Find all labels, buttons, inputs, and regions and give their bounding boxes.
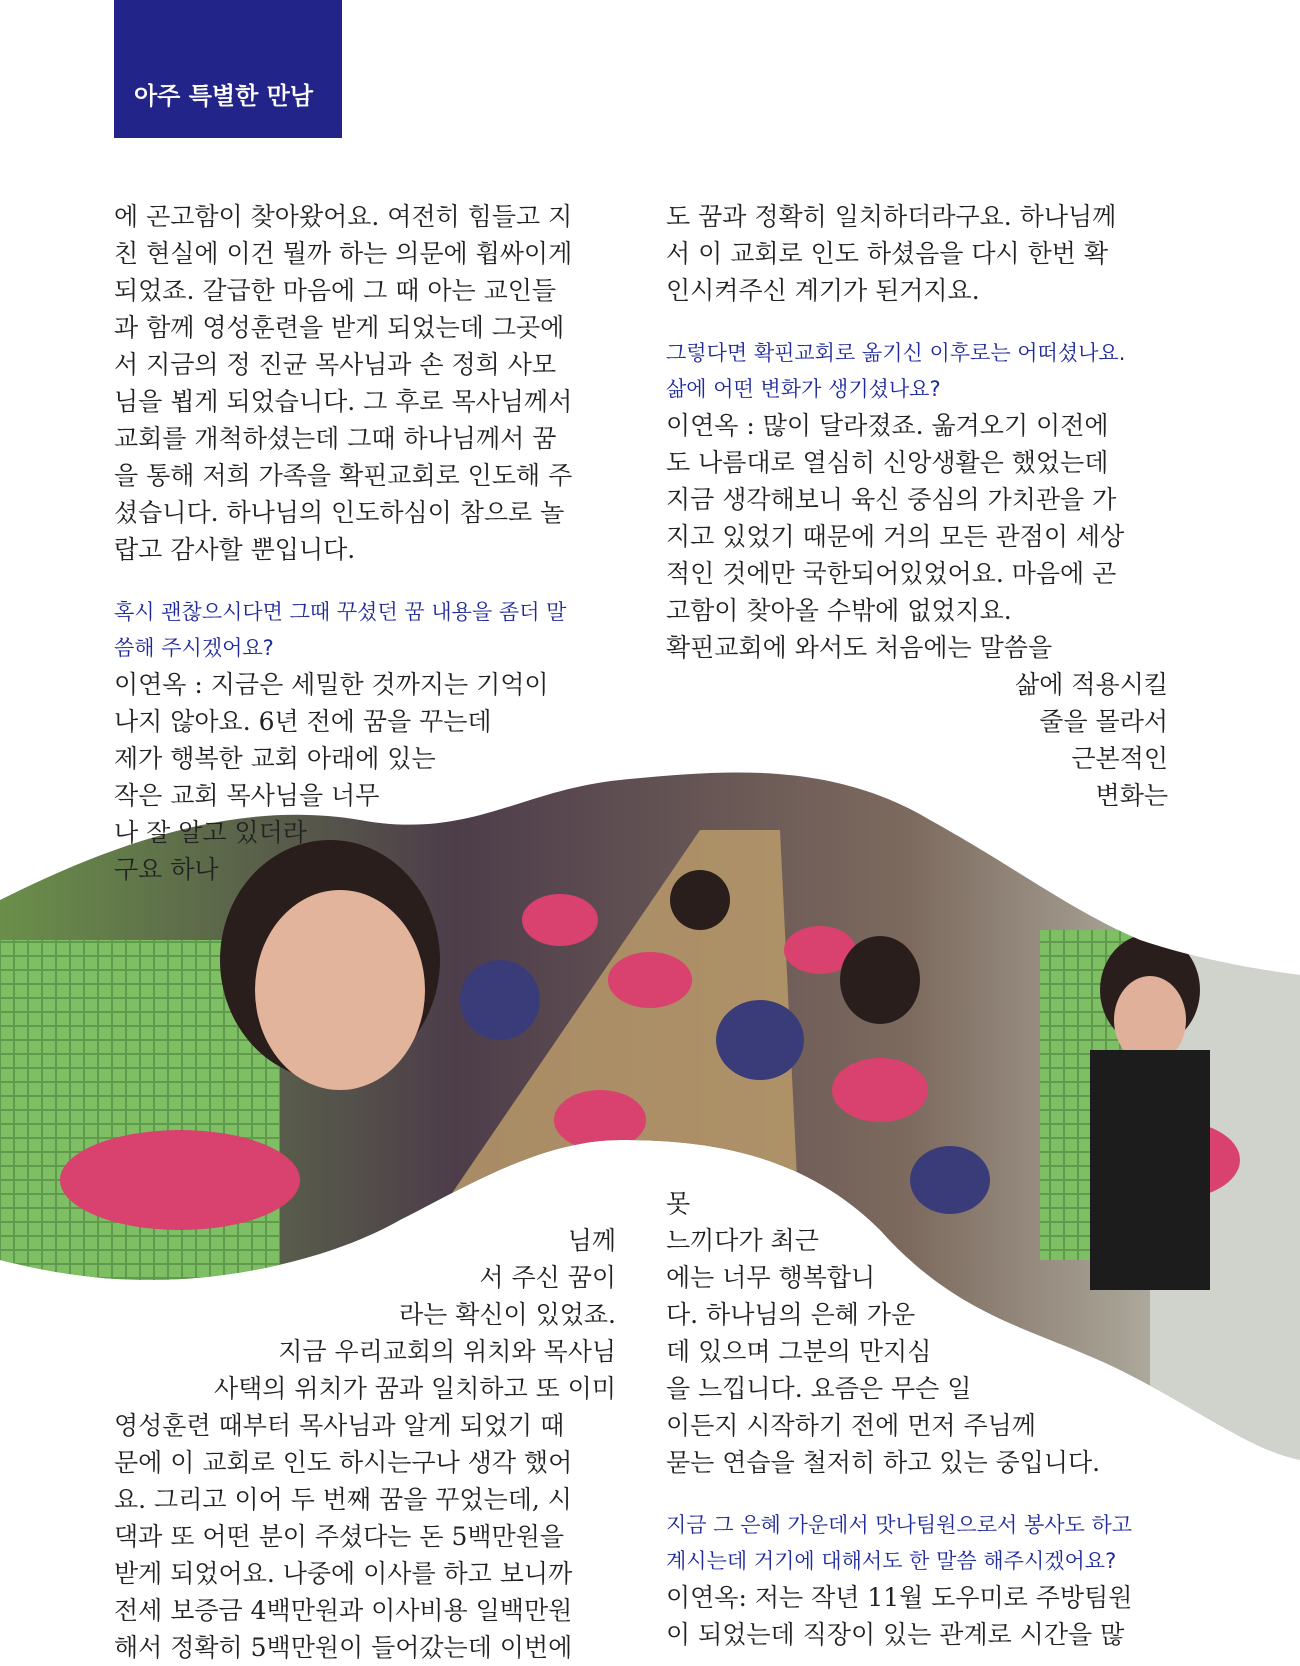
body-text-line: 에 곤고함이 찾아왔어요. 여전히 힘들고 지	[114, 202, 573, 231]
wrapped-text-line: 못	[666, 1189, 691, 1218]
answer-text-line: 적인 것에만 국한되어있었어요. 마음에 곤	[666, 559, 1117, 588]
answer-text-line: 이연옥 : 지금은 세밀한 것까지는 기억이	[114, 670, 549, 699]
body-text-line: 전세 보증금 4백만원과 이사비용 일백만원	[114, 1596, 573, 1625]
wrapped-text-line: 다. 하나님의 은혜 가운	[666, 1300, 916, 1329]
body-text-line: 인시켜주신 계기가 된거지요.	[666, 276, 980, 305]
body-text-line: 셨습니다. 하나님의 인도하심이 참으로 놀	[114, 498, 565, 527]
wrapped-text-line: 데 있으며 그분의 만지심	[666, 1337, 932, 1366]
wrapped-text-line: 서 주신 꿈이	[479, 1263, 616, 1292]
answer-text-line: 구요 하나	[114, 855, 219, 884]
left-column-bottom	[114, 1222, 616, 1666]
wrapped-text-line: 에는 너무 행복합니	[666, 1263, 876, 1292]
body-text-line: 이든지 시작하기 전에 먼저 주님께	[666, 1411, 1036, 1440]
answer-text-line: 이연옥: 저는 작년 11월 도우미로 주방팀원	[666, 1583, 1133, 1612]
body-text-line: 묻는 연습을 철저히 하고 있는 중입니다.	[666, 1448, 1101, 1477]
interview-question: 삶에 어떤 변화가 생기셨나요?	[666, 377, 941, 401]
answer-text-line: 고함이 찾아올 수밖에 없었지요.	[666, 596, 1012, 625]
interview-question: 씀해 주시겠어요?	[114, 636, 274, 660]
wrapped-text-line: 라는 확신이 있었죠.	[398, 1300, 616, 1329]
answer-text-line: 도 나름대로 열심히 신앙생활은 했었는데	[666, 448, 1109, 477]
body-text-line: 교회를 개척하셨는데 그때 하나님께서 꿈	[114, 424, 557, 453]
body-text-line: 과 함께 영성훈련을 받게 되었는데 그곳에	[114, 313, 565, 342]
body-text-line: 해서 정확히 5백만원이 들어갔는데 이번에	[114, 1633, 573, 1662]
body-text-line: 친 현실에 이건 뭘까 하는 의문에 휩싸이게	[114, 239, 573, 268]
answer-text-line: 나지 않아요. 6년 전에 꿈을 꾸는데	[114, 707, 492, 736]
interview-question: 혹시 괜찮으시다면 그때 꾸셨던 꿈 내용을 좀더 말	[114, 600, 567, 624]
body-text-line: 문에 이 교회로 인도 하시는구나 생각 했어	[114, 1448, 573, 1477]
body-text-line: 님을 뵙게 되었습니다. 그 후로 목사님께서	[114, 387, 573, 416]
answer-text-line: 제가 행복한 교회 아래에 있는	[114, 744, 436, 773]
wrapped-text-line: 근본적인	[1071, 744, 1168, 773]
answer-text-line: 지금 생각해보니 육신 중심의 가치관을 가	[666, 485, 1117, 514]
body-text-line: 랍고 감사할 뿐입니다.	[114, 535, 356, 564]
body-text-line: 영성훈련 때부터 목사님과 알게 되었기 때	[114, 1411, 565, 1440]
answer-text-line: 지고 있었기 때문에 거의 모든 관점이 세상	[666, 522, 1125, 551]
interview-question: 계시는데 거기에 대해서도 한 말씀 해주시겠어요?	[666, 1549, 1117, 1573]
wrapped-text-line: 줄을 몰라서	[1039, 707, 1168, 736]
wrapped-text-line: 삶에 적용시킬	[1015, 670, 1168, 699]
wrapped-text-line: 님께	[567, 1226, 616, 1255]
wrapped-text-line: 지금 우리교회의 위치와 목사님	[278, 1337, 616, 1366]
body-text-line: 서 이 교회로 인도 하셨음을 다시 한번 확	[666, 239, 1109, 268]
right-column-top	[666, 198, 1168, 814]
wrapped-text-line: 변화는	[1095, 781, 1168, 810]
answer-text-line: 이 되었는데 직장이 있는 관계로 시간을 많	[666, 1620, 1125, 1649]
body-text-line: 받게 되었어요. 나중에 이사를 하고 보니까	[114, 1559, 573, 1588]
body-text-line: 사택의 위치가 꿈과 일치하고 또 이미	[214, 1374, 616, 1403]
wrapped-text-line: 을 느낍니다. 요즘은 무슨 일	[666, 1374, 972, 1403]
interview-question: 그렇다면 확핀교회로 옮기신 이후로는 어떠셨나요.	[666, 341, 1126, 365]
interview-question: 지금 그 은혜 가운데서 맛나팀원으로서 봉사도 하고	[666, 1513, 1133, 1537]
body-text-line: 을 통해 저희 가족을 확핀교회로 인도해 주	[114, 461, 573, 490]
body-text-line: 되었죠. 갈급한 마음에 그 때 아는 교인들	[114, 276, 557, 305]
right-column-bottom	[666, 1185, 1168, 1653]
body-text-line: 서 지금의 정 진균 목사님과 손 정희 사모	[114, 350, 557, 379]
left-column-top	[114, 198, 616, 888]
section-title: 아주 특별한 만남	[134, 82, 313, 110]
body-text-line: 댁과 또 어떤 분이 주셨다는 돈 5백만원을	[114, 1522, 564, 1551]
answer-text-line: 확핀교회에 와서도 처음에는 말씀을	[666, 633, 1053, 662]
body-text-line: 도 꿈과 정확히 일치하더라구요. 하나님께	[666, 202, 1117, 231]
answer-text-line: 작은 교회 목사님을 너무	[114, 781, 380, 810]
section-header-tab	[114, 0, 342, 138]
body-text-line: 요. 그리고 이어 두 번째 꿈을 꾸었는데, 시	[114, 1485, 572, 1514]
wrapped-text-line: 느끼다가 최근	[666, 1226, 819, 1255]
answer-text-line: 이연옥 : 많이 달라졌죠. 옮겨오기 이전에	[666, 411, 1109, 440]
answer-text-line: 나 잘 알고 있더라	[114, 818, 307, 847]
